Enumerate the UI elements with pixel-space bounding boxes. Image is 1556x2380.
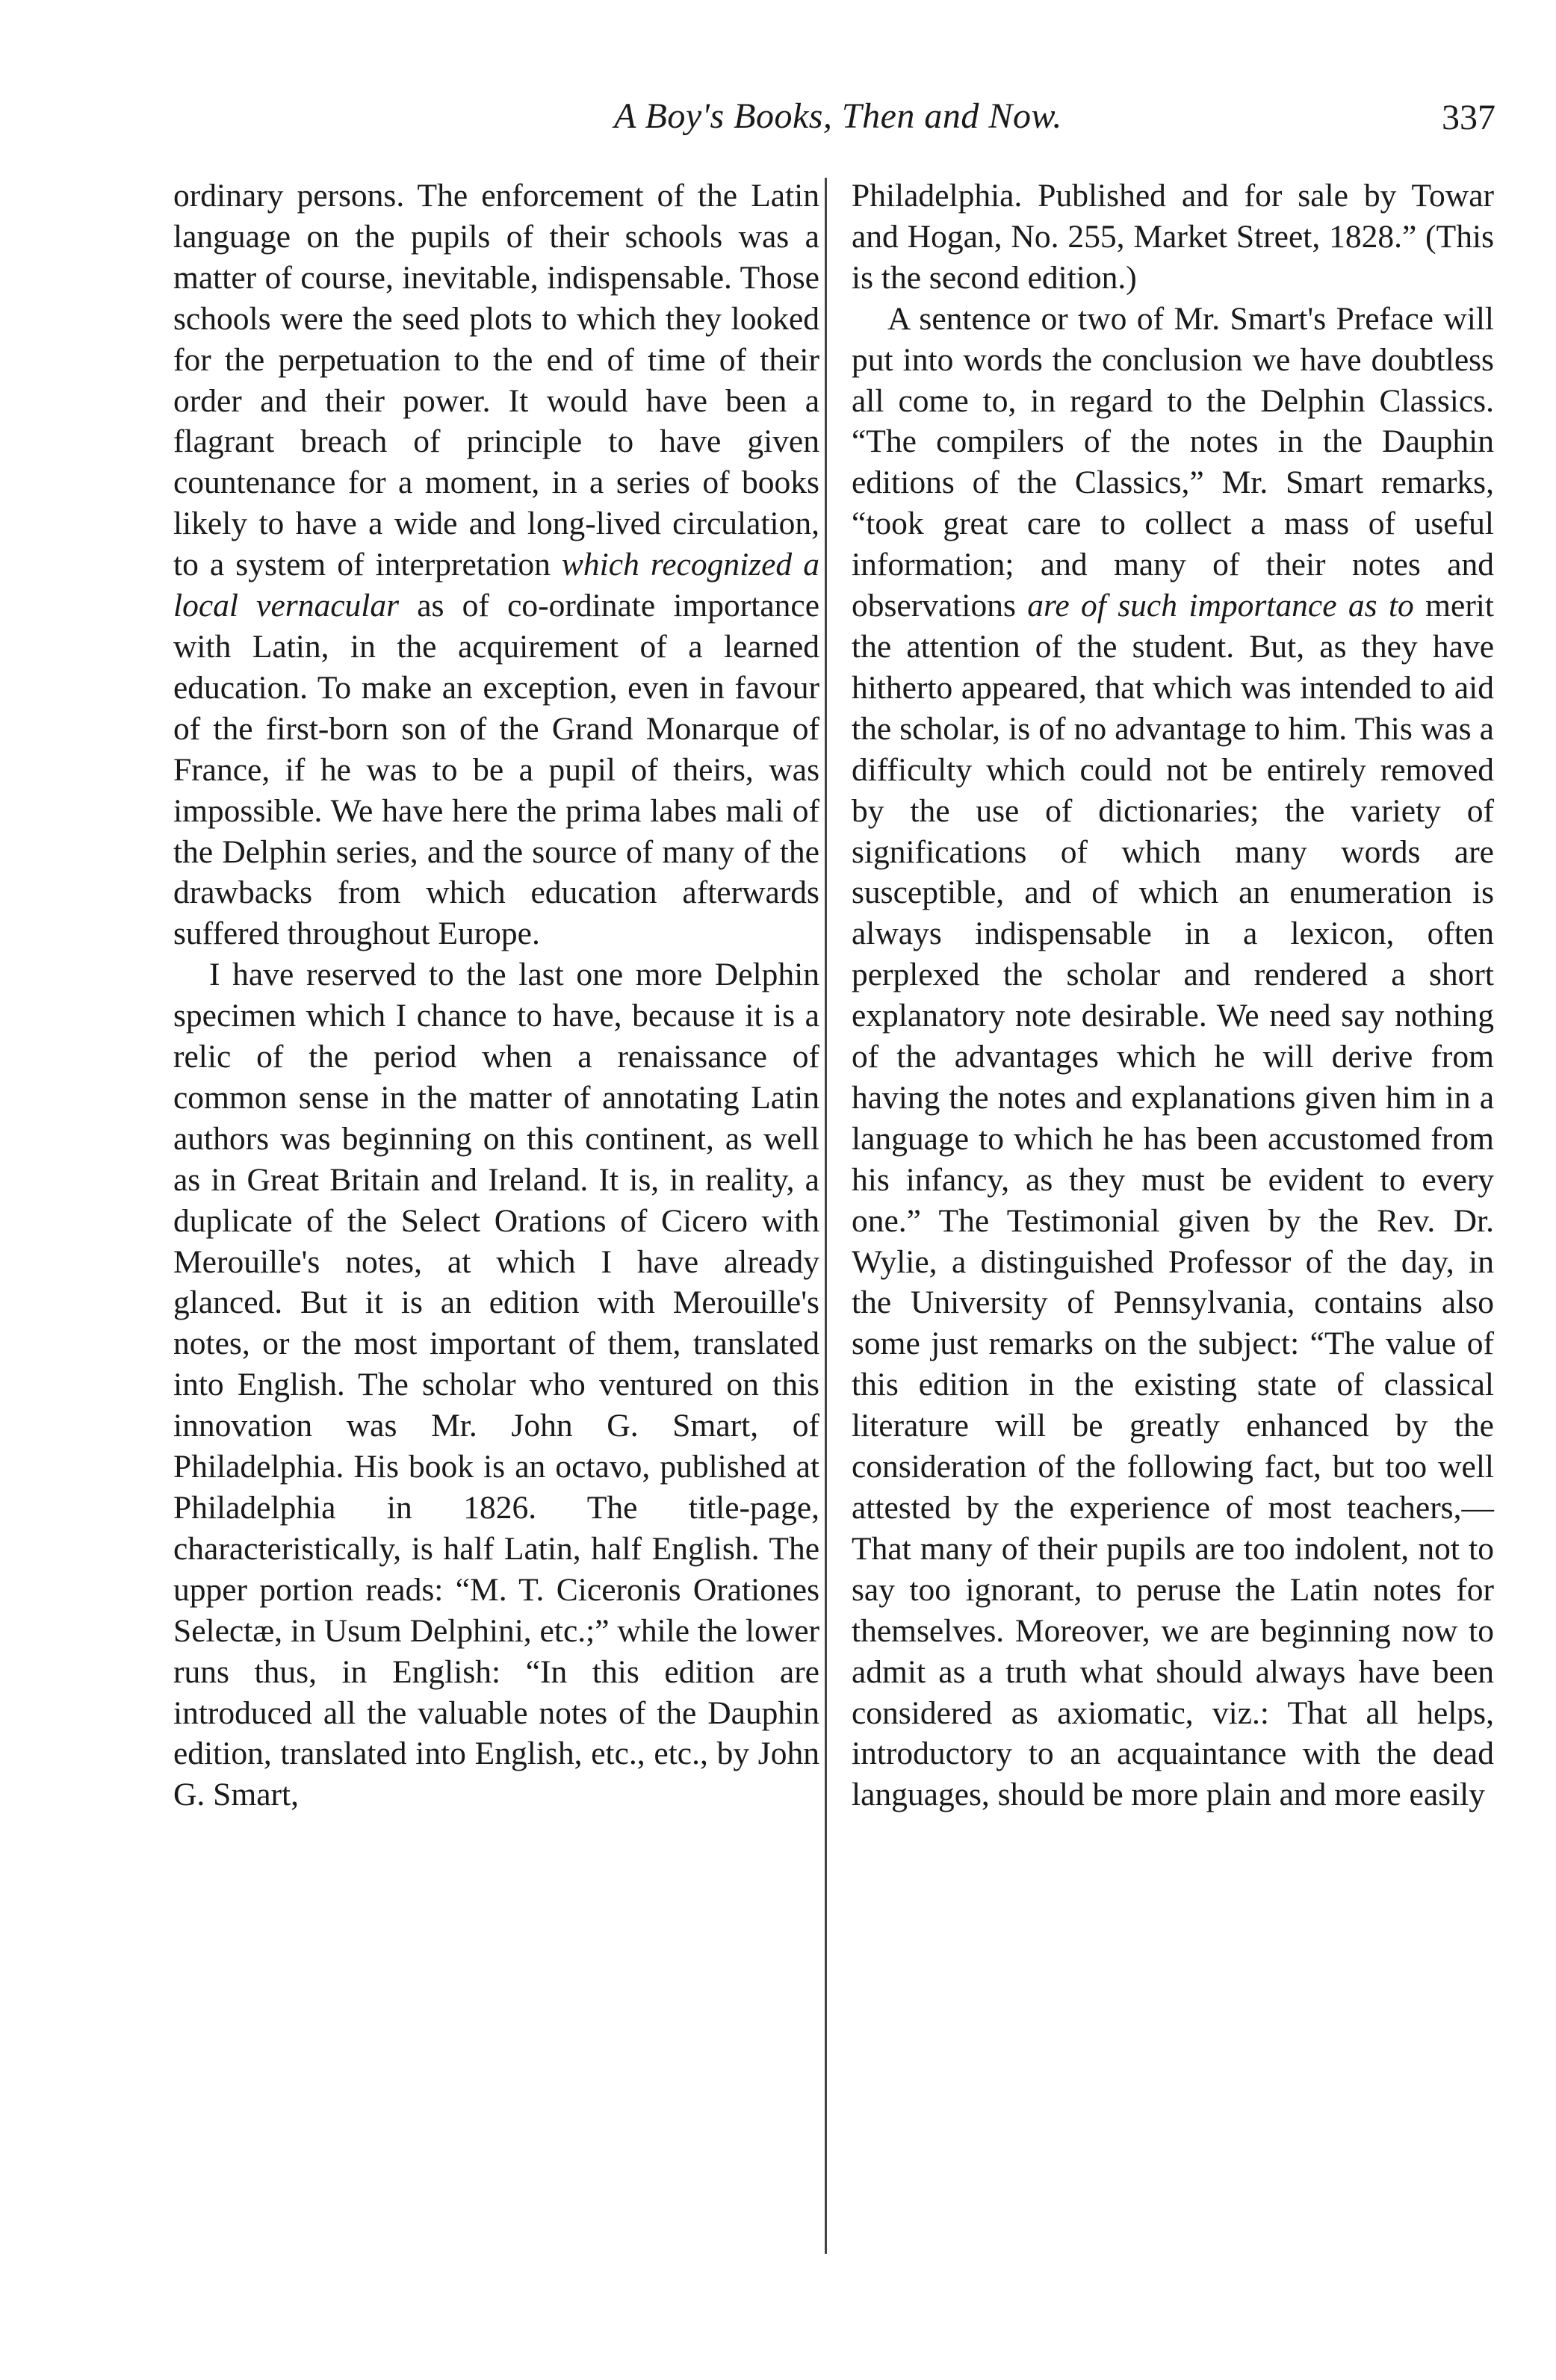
right-p2-italic: are of such importance as to xyxy=(1027,588,1414,624)
running-title: A Boy's Books, Then and Now. xyxy=(614,96,1062,136)
right-paragraph-2 xyxy=(852,299,1494,1816)
left-p1-text-b: as of co-ordinate importance with Latin, in the acquirement of a learned education. To make an exception, even in favour of the first-born son of the Grand Monarque of France, if he was to be a pupil of theirs, was impossible. We have here the prima labes mali of the Delphin series, and the source of many of the drawbacks from which education afterwards suffered throughout Europe. xyxy=(173,588,820,952)
column-divider xyxy=(825,178,827,2254)
right-p2-text-b: merit the attention of the student. But, as they have hitherto appeared, that which was intended to aid the scholar, is of no advantage to him. This was a difficulty which could not be entirely removed by the use of dictionaries; the variety of significations of which many words are susceptible, and of which an enumeration is always indispensable in a lexicon, often perplexed the scholar and rendered a short explanatory note desirable. We need say nothing of the advantages which he will derive from having the notes and explanations given him in a language to which he has been accustomed from his infancy, as they must be evident to every one.” The Testimonial given by the Rev. Dr. Wylie, a distinguished Professor of the day, in the University of Pennsylvania, contains also some just remarks on the subject: “The value of this edition in the existing state of classical literature will be greatly enhanced by the consideration of the following fact, but too well attested by the experience of most teachers,—That many of their pupils are too indolent, not to say too ignorant, to peruse the Latin notes for themselves. Moreover, we are beginning now to admit as a truth what should always have been considered as axiomatic, viz.: That all helps, introductory to an acquaintance with the dead languages, should be more plain and more easily xyxy=(852,588,1494,1813)
right-p2-text-a: A sentence or two of Mr. Smart's Preface will put into words the conclusion we have doubtless all come to, in regard to the Delphin Classics. “The compilers of the notes in the Dauphin editions of the Classics,” Mr. Smart remarks, “took great care to collect a mass of useful information; and many of their notes and observations xyxy=(852,300,1494,624)
right-paragraph-1: Philadelphia. Published and for sale by Towar and Hogan, No. 255, Market Street, 1828.” (This is the second edition.) xyxy=(852,178,1494,296)
left-p1-italic: which recognized a local vernacular xyxy=(173,547,819,624)
left-paragraph-2: I have reserved to the last one more Delphin specimen which I chance to have, because it is a relic of the period when a renaissance of common sense in the matter of annotating Latin authors was beginning on this continent, as well as in Great Britain and Ireland. It is, in reality, a duplicate of the Select Orations of Cicero with Merouille's notes, at which I have already glanced. But it is an edition with Merouille's notes, or the most important of them, translated into English. The scholar who ventured on this innovation was Mr. John G. Smart, of Philadelphia. His book is an octavo, published at Philadelphia in 1826. The title-page, characteristically, is half Latin, half English. The upper portion reads: “M. T. Ciceronis Orationes Selectæ, in Usum Delphini, etc.;” while the lower runs thus, in English: “In this edition are introduced all the valuable notes of the Dauphin edition, translated into English, etc., etc., by John G. Smart, xyxy=(173,957,819,1813)
left-p1-text-a: ordinary persons. The enforcement of the Latin language on the pupils of their schools was a matter of course, inevitable, indispensable. Those schools were the seed plots to which they looked for the perpetuation to the end of time of their order and their power. It would have been a flagrant breach of principle to have given countenance for a moment, in a series of books likely to have a wide and long-lived circulation, to a system of interpretation xyxy=(173,178,819,583)
left-column xyxy=(173,175,819,1815)
page-number: 337 xyxy=(1442,98,1495,137)
page-header xyxy=(173,96,1503,155)
right-column xyxy=(852,175,1494,1815)
left-paragraph-1 xyxy=(173,175,819,954)
